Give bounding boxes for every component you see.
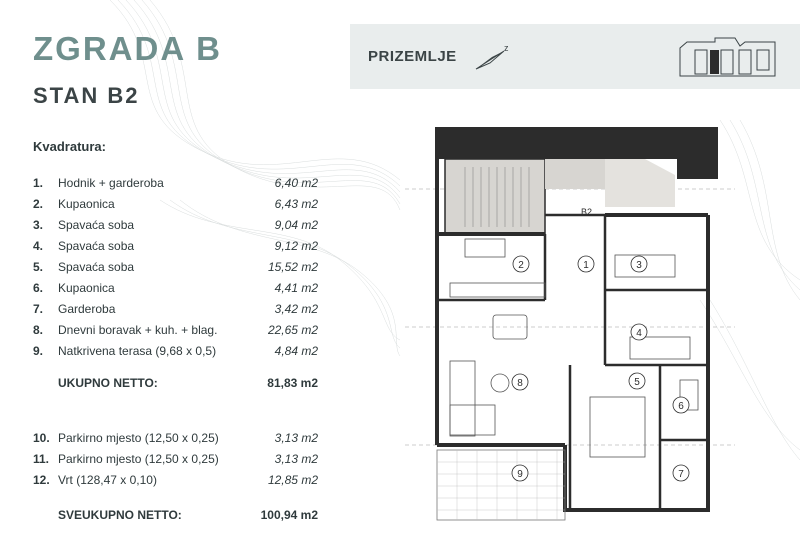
list-item (33, 196, 318, 217)
floor-banner (350, 24, 800, 89)
extra-area-list (33, 430, 318, 493)
entrance-landing (605, 159, 675, 207)
terrace-area (437, 450, 565, 520)
room-area: 15,52 m2 (267, 260, 318, 274)
room-area: 6,43 m2 (274, 197, 318, 211)
roof-strip (435, 127, 718, 159)
room-marker: 1 (583, 260, 589, 271)
extra-area: 3,13 m2 (274, 452, 318, 466)
extra-number: 10. (33, 431, 50, 445)
list-item (33, 175, 318, 196)
building-elevation-icon (675, 34, 785, 79)
extra-number: 12. (33, 473, 50, 487)
room-number: 9. (33, 344, 44, 358)
compass-letter: z (504, 43, 509, 53)
list-item (33, 301, 318, 322)
room-marker: 9 (517, 469, 523, 480)
stair-core (445, 159, 545, 234)
room-marker: 3 (636, 260, 642, 271)
list-item (33, 280, 318, 301)
grand-total-value: 100,94 m2 (260, 508, 318, 522)
bathtub (465, 239, 505, 257)
list-item (33, 322, 318, 343)
net-total-value: 81,83 m2 (267, 376, 318, 390)
list-item (33, 472, 318, 493)
room-name: Spavaća soba (58, 260, 135, 274)
room-name: Kupaonica (58, 197, 115, 211)
sofa-chaise (450, 405, 495, 435)
room-number: 8. (33, 323, 44, 337)
room-marker: 4 (636, 328, 642, 339)
room-marker: 7 (678, 469, 684, 480)
area-section-label: Kvadratura: (33, 139, 106, 154)
coffee-table (491, 374, 509, 392)
extra-name: Parkirno mjesto (12,50 x 0,25) (58, 431, 219, 445)
list-item (33, 238, 318, 259)
room-name: Natkrivena terasa (9,68 x 0,5) (58, 344, 217, 358)
building-title: ZGRADA B (33, 30, 222, 67)
list-item (33, 217, 318, 238)
room-marker: 8 (517, 378, 523, 389)
room-area: 4,84 m2 (274, 344, 318, 358)
room-name: Kupaonica (58, 281, 115, 295)
room-number: 6. (33, 281, 44, 295)
room-number: 2. (33, 197, 44, 211)
room-name: Spavaća soba (58, 239, 135, 253)
room-name: Hodnik + garderoba (58, 176, 164, 190)
room-area: 9,04 m2 (274, 218, 318, 232)
extra-name: Vrt (128,47 x 0,10) (58, 473, 157, 487)
list-item (33, 343, 318, 364)
net-total-label: UKUPNO NETTO: (58, 376, 158, 390)
unit-title: STAN B2 (33, 83, 140, 108)
net-total (58, 376, 318, 390)
grand-total-label: SVEUKUPNO NETTO: (58, 508, 182, 522)
room-name: Dnevni boravak + kuh. + blag. (58, 323, 218, 337)
room-number: 3. (33, 218, 44, 232)
room-number: 7. (33, 302, 44, 316)
room-marker: 2 (518, 260, 524, 271)
room-name: Garderoba (58, 302, 116, 316)
room-area-list (33, 175, 318, 364)
room-area: 3,42 m2 (274, 302, 318, 316)
unit-tag: B2 (581, 207, 593, 217)
room-area: 4,41 m2 (274, 281, 318, 295)
room-area: 22,65 m2 (267, 323, 318, 337)
floor-plan (405, 115, 735, 525)
corner-block (677, 127, 718, 179)
room-area: 6,40 m2 (274, 176, 318, 190)
north-arrow-icon (474, 41, 514, 71)
room-marker: 5 (634, 377, 640, 388)
room-number: 5. (33, 260, 44, 274)
room-area: 9,12 m2 (274, 239, 318, 253)
extra-area: 12,85 m2 (267, 473, 318, 487)
list-item (33, 259, 318, 280)
double-bed (590, 397, 645, 457)
floor-label: PRIZEMLJE (368, 48, 457, 65)
room-number: 1. (33, 176, 44, 190)
room-number: 4. (33, 239, 44, 253)
landing (545, 159, 605, 189)
room-name: Spavaća soba (58, 218, 135, 232)
sofa (450, 361, 475, 436)
list-item (33, 430, 318, 451)
extra-number: 11. (33, 452, 50, 466)
room-marker: 6 (678, 401, 684, 412)
grand-total (58, 508, 318, 522)
extra-name: Parkirno mjesto (12,50 x 0,25) (58, 452, 219, 466)
kitchen-counter (450, 283, 545, 297)
list-item (33, 451, 318, 472)
extra-area: 3,13 m2 (274, 431, 318, 445)
